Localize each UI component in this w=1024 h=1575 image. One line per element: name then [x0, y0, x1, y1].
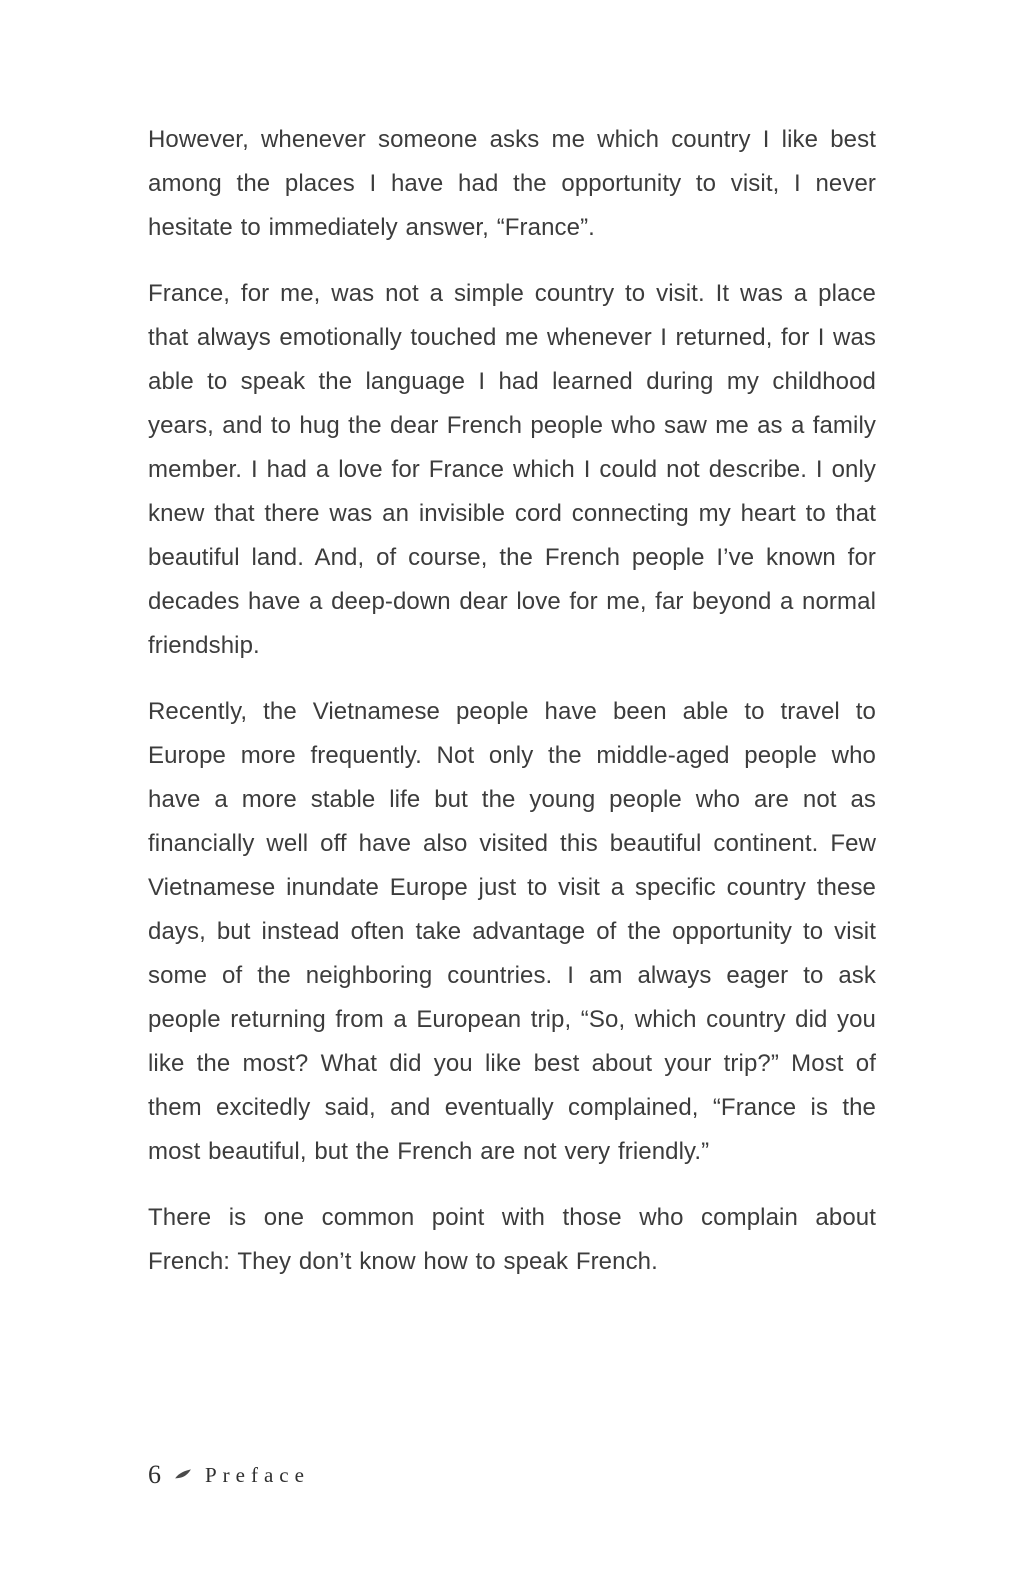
paragraph: There is one common point with those who complain about French: They don’t know how to speak French.	[148, 1204, 876, 1275]
page-footer	[148, 1460, 310, 1490]
paragraph: France, for me, was not a simple country to visit. It was a place that always emotionally touched me whenever I returned, for I was able to speak the language I had learned during my childhood years, and to hug the dear French people who saw me as a family member. I had a love for France which I could not describe. I only knew that there was an invisible cord connecting my heart to that beautiful land. And, of course, the French people I’ve known for decades have a deep-down dear love for me, far beyond a normal friendship.	[148, 280, 876, 659]
paragraph: However, whenever someone asks me which country I like best among the places I have had the opportunity to visit, I never hesitate to immediately answer, “France”.	[148, 126, 876, 241]
quill-leaf-icon	[173, 1465, 193, 1485]
section-label: Preface	[205, 1462, 310, 1487]
paragraph: Recently, the Vietnamese people have been able to travel to Europe more frequently. Not only the middle-aged people who have a more stable life but the young people who are not as financially well off have also visited this beautiful continent. Few Vietnamese inundate Europe just to visit a specific country these days, but instead often take advantage of the opportunity to visit some of the neighboring countries. I am always eager to ask people returning from a European trip, “So, which country did you like the most? What did you like best about your trip?” Most of them excitedly said, and eventually complained, “France is the most beautiful, but the French are not very friendly.”	[148, 698, 876, 1165]
page-number: 6	[148, 1460, 161, 1489]
page-content	[148, 118, 876, 1284]
